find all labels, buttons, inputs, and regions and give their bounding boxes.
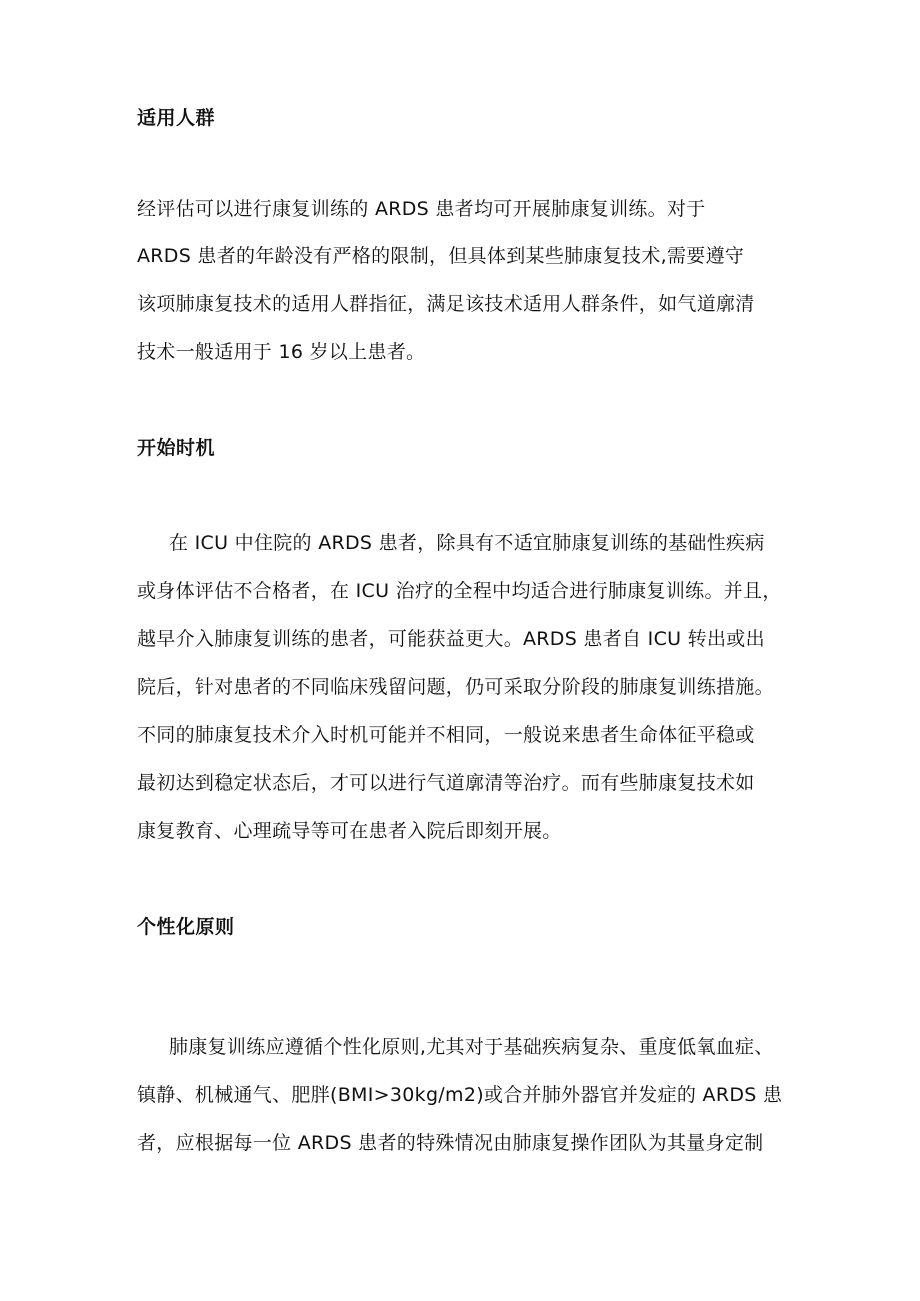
paragraph-line: 康复教育、心理疏导等可在患者入院后即刻开展。 — [137, 820, 562, 842]
paragraph-line: 镇静、机械通气、肥胖(BMI>30kg∕m2)或合并肺外器官并发症的 ARDS 患 — [137, 1084, 783, 1106]
paragraph-line: 经评估可以进行康复训练的 ARDS 患者均可开展肺康复训练。对于 — [137, 198, 706, 220]
section-heading-personalization-principle: 个性化原则 — [137, 916, 235, 938]
paragraph-line: 或身体评估不合格者，在 ICU 治疗的全程中均适合进行肺康复训练。并且， — [137, 580, 782, 602]
paragraph-line: 者，应根据每一位 ARDS 患者的特殊情况由肺康复操作团队为其量身定制 — [137, 1132, 764, 1154]
paragraph-line: 在 ICU 中住院的 ARDS 患者，除具有不适宜肺康复训练的基础性疾病 — [169, 532, 765, 554]
paragraph-line: 最初达到稳定状态后，才可以进行气道廓清等治疗。而有些肺康复技术如 — [137, 772, 755, 794]
paragraph-line: 不同的肺康复技术介入时机可能并不相同，一般说来患者生命体征平稳或 — [137, 724, 755, 746]
section-heading-applicable-population: 适用人群 — [137, 107, 216, 129]
paragraph-line: 越早介入肺康复训练的患者，可能获益更大。ARDS 患者自 ICU 转出或出 — [137, 628, 765, 650]
paragraph-line: 肺康复训练应遵循个性化原则,尤其对于基础疾病复杂、重度低氧血症、 — [169, 1036, 774, 1058]
paragraph-line: 该项肺康复技术的适用人群指征，满足该技术适用人群条件，如气道廓清 — [137, 293, 755, 315]
paragraph-line: 院后，针对患者的不同临床残留问题，仍可采取分阶段的肺康复训练措施。 — [137, 676, 774, 698]
section-heading-start-timing: 开始时机 — [137, 437, 216, 459]
paragraph-line: 技术一般适用于 16 岁以上患者。 — [137, 341, 426, 363]
paragraph-line: ARDS 患者的年龄没有严格的限制，但具体到某些肺康复技术,需要遵守 — [137, 245, 745, 267]
